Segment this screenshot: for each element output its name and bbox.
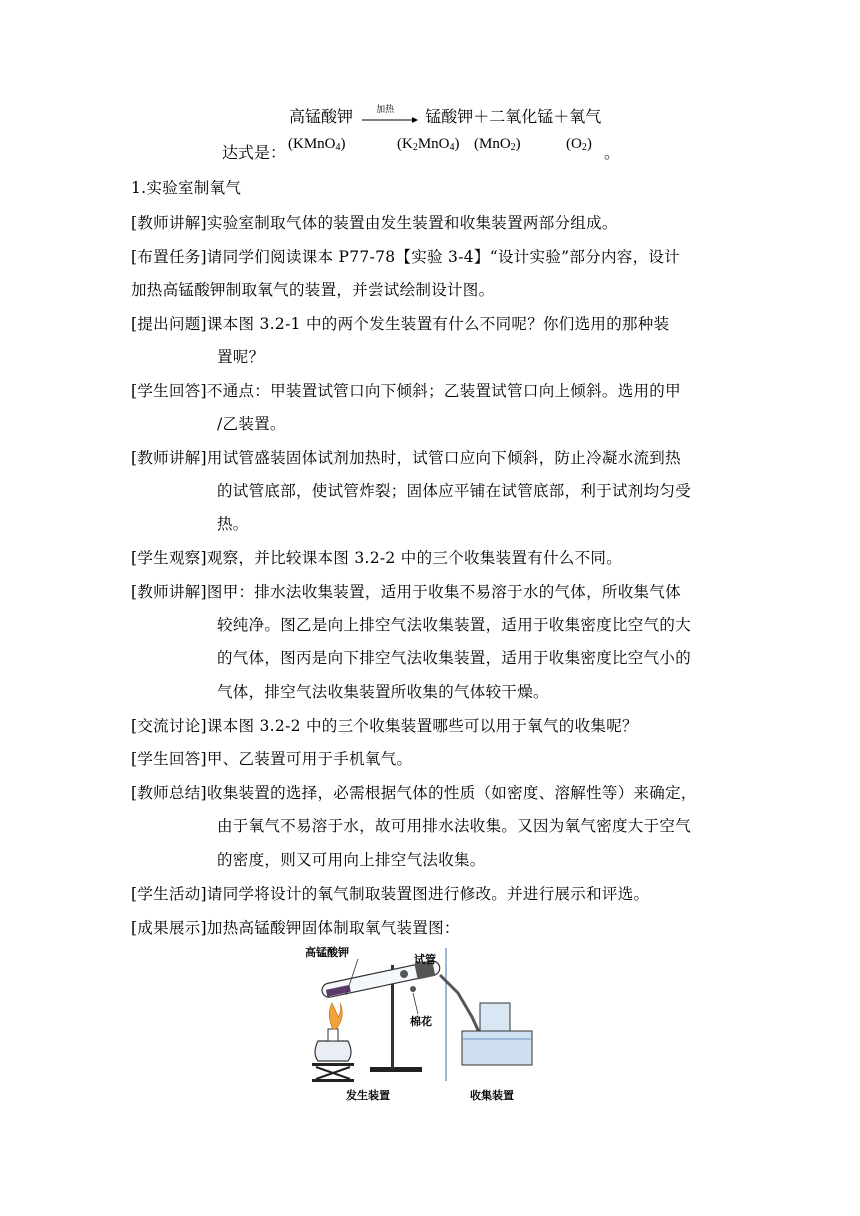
text-line: [布置任务]请同学们阅读课本 P77-78【实验 3-4】“设计实验”部分内容，设计 [131,248,680,266]
formula-k2mno4: $(K_2MnO_4)$ [397,136,460,153]
text-line: 置呢？ [217,348,265,366]
formula-o2: $(O_2)$ [566,136,592,153]
products-text: 锰酸钾＋二氧化锰＋氧气 [425,107,602,126]
caption-generation: 发生装置 [346,1090,390,1102]
text-line: [成果展示]加热高锰酸钾固体制取氧气装置图： [131,919,460,937]
text-line: 加热高锰酸钾制取氧气的装置，并尝试绘制设计图。 [131,281,495,299]
formula-kmno4: (KMnO$_4$) [288,136,346,153]
formula-prefix: 达式是： [222,143,287,162]
formula-row [222,136,642,162]
water-trough [462,1031,532,1065]
text-line: 由于氧气不易溶于水，故可用排水法收集。又因为氧气密度大于空气 [217,817,692,835]
text-line: 热。 [217,515,249,533]
text-line: [学生活动]请同学将设计的氧气制取装置图进行修改。并进行展示和评选。 [131,885,650,903]
text-line: [学生回答]甲、乙装置可用于手机氧气。 [131,750,413,768]
formula-period: 。 [604,143,621,162]
text-line: 较纯净。图乙是向上排空气法收集装置，适用于收集密度比空气的大 [217,616,692,634]
text-line: [教师讲解]用试管盛装固体试剂加热时，试管口应向下倾斜，防止冷凝水流到热 [131,449,681,467]
text-line: 的试管底部，使试管炸裂；固体应平铺在试管底部，利于试剂均匀受 [217,482,692,500]
heat-arrow [360,104,418,126]
text-line: [提出问题]课本图 3.2-1 中的两个发生装置有什么不同呢？你们选用的那种装 [131,315,670,333]
label-tube: 试管 [414,954,436,966]
text-line: /乙装置。 [217,415,286,433]
text-line: [交流讨论]课本图 3.2-2 中的三个收集装置哪些可以用于氧气的收集呢？ [131,717,638,735]
text-line: [学生回答]不通点：甲装置试管口向下倾斜；乙装置试管口向上倾斜。选用的甲 [131,382,681,400]
text-line: 气体，排空气法收集装置所收集的气体较干燥。 [217,683,549,701]
reactant-text: 高锰酸钾 [289,107,354,126]
text-line: 的气体，图丙是向下排空气法收集装置，适用于收集密度比空气小的 [217,649,692,667]
word-equation [289,104,601,127]
text-line: [学生观察]观察，并比较课本图 3.2-2 中的三个收集装置有什么不同。 [131,549,622,567]
text-line: 的密度，则又可用向上排空气法收集。 [217,851,486,869]
text-line: [教师讲解]实验室制取气体的装置由发生装置和收集装置两部分组成。 [131,214,618,232]
alcohol-lamp [315,1041,351,1061]
label-cotton: 棉花 [410,1016,432,1028]
text-line: [教师讲解]图甲：排水法收集装置，适用于收集不易溶于水的气体，所收集气体 [131,583,681,601]
text-line: [教师总结]收集装置的选择，必需根据气体的性质（如密度、溶解性等）来确定， [131,784,697,802]
apparatus-figure [300,945,540,1105]
stand-base [370,1067,422,1072]
section-heading: 1.实验室制氧气 [131,179,242,197]
caption-collection: 收集装置 [470,1090,514,1102]
flame [329,1003,342,1029]
formula-mno2: (MnO$_2$) [474,136,521,153]
label-kmno4: 高锰酸钾 [305,947,349,959]
heat-condition: 加热 [376,104,395,115]
